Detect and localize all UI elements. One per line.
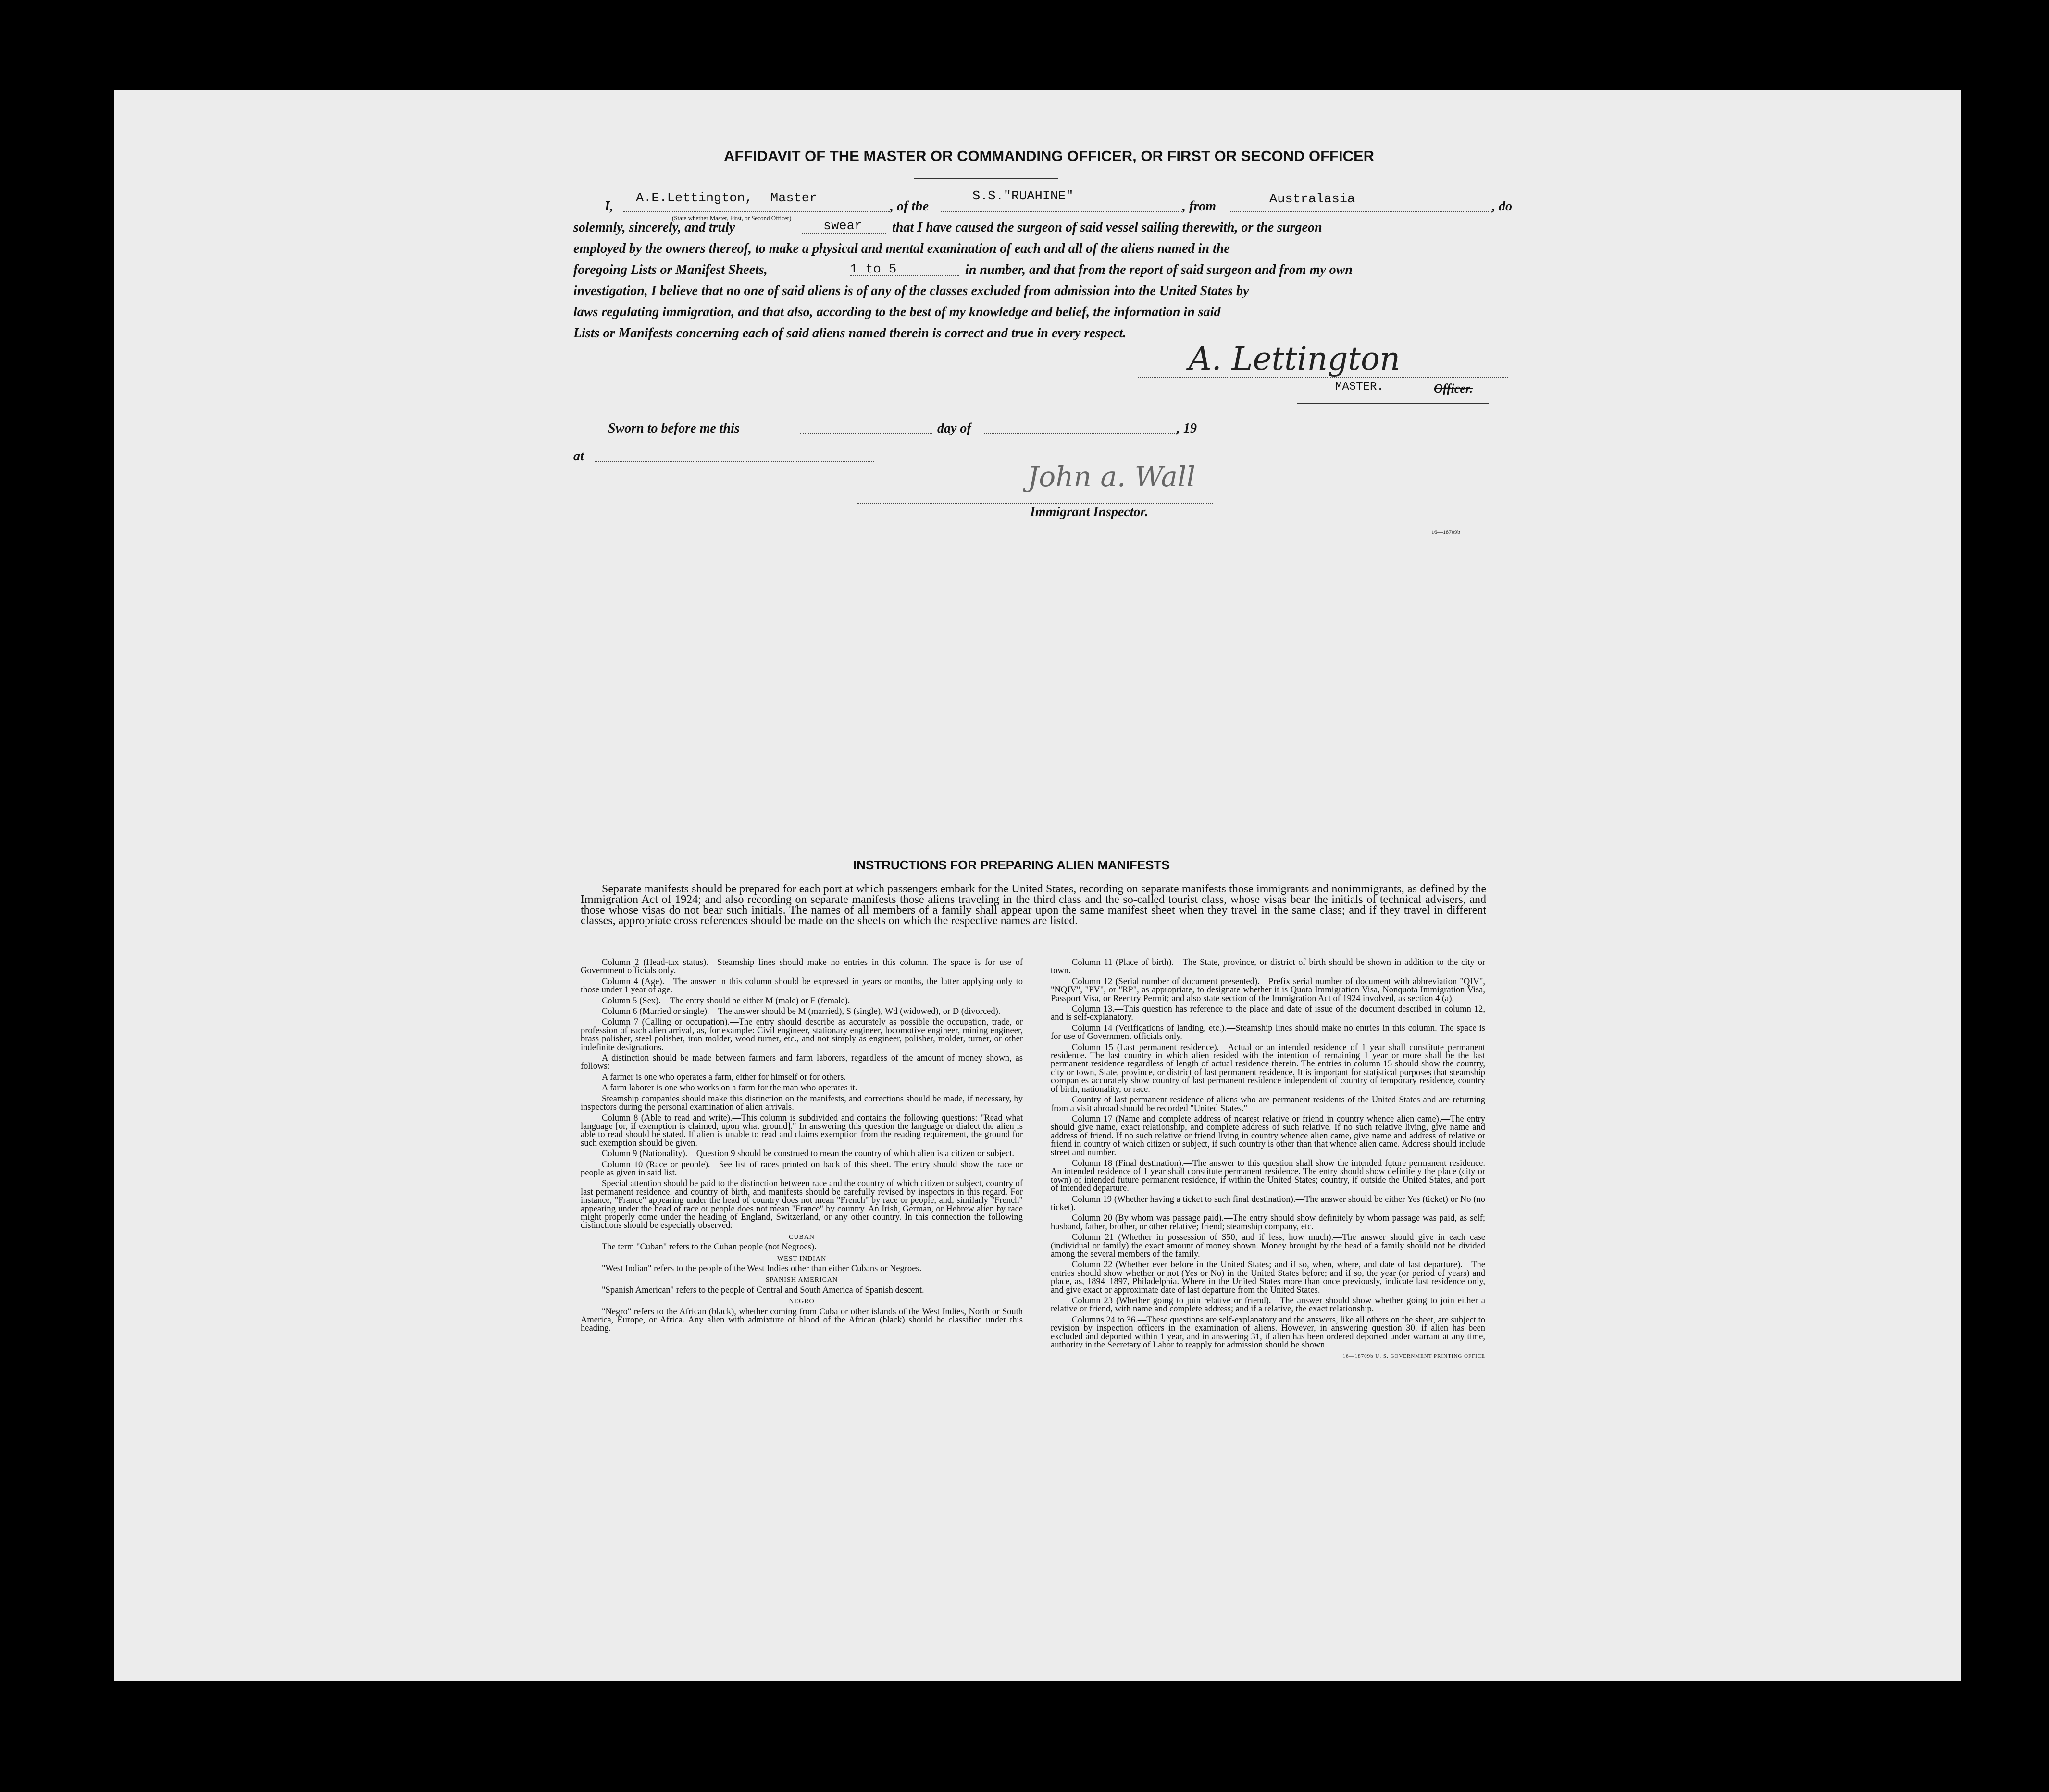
line1-prefix: I,	[605, 199, 613, 214]
line3: employed by the owners thereof, to make a physical and mental examination of each and all of the aliens named in the	[573, 241, 1230, 256]
day-of: day of	[937, 421, 971, 436]
left-p11: Column 9 (Nationality).—Question 9 should be construed to mean the country of which alien is a citizen or subject.	[602, 1149, 1015, 1159]
instructions-left-column	[581, 959, 1023, 1335]
left-p12: Column 10 (Race or people).—See list of races printed on back of this sheet. The entry should show the race or people as given in said list.	[581, 1160, 1023, 1178]
inspector-signature: John a. Wall	[1028, 460, 1196, 493]
right-p5: Column 15 (Last permanent residence).—Actual or an intended residence of 1 year shall constitute permanent residence. The last country in which alien resided with the intention of remaining 1 year or more shall be the last permanent residence regardless of length of actual residence therein. The entries in column 15 should show the country, city or town, State, province, or district of last permanent residence. It is important for statistical purposes that steamship companies accurately show country of last permanent residence independent of country of temporary residence, country of birth, nationality, or race.	[1051, 1042, 1485, 1094]
instructions-intro: Separate manifests should be prepared for each port at which passengers embark for the United States, recording on separate manifests those immigrants and nonimmigrants, as defined by the Immigration Act of 1924; and also recording on separate manifests those aliens traveling in the third class and the so-called tourist class, whose visas bear the initials of technical advisers, and those whose visas do not bear such initials. The names of all members of a family shall appear upon the same manifest sheet when they travel in the same class; and if they travel in different classes, appropriate cross references should be made on the sheets on which the respective names are listed.	[581, 883, 1486, 927]
heading-west-indian: WEST INDIAN	[777, 1255, 827, 1262]
oath-field: swear	[823, 219, 863, 234]
vessel-field: S.S."RUAHINE"	[972, 189, 1074, 204]
right-p10: Column 20 (By whom was passage paid).—The entry should show definitely by whom passage was paid, as self; husband, father, brother, or other relative; friend; steamship company, etc.	[1051, 1213, 1485, 1232]
right-p4: Column 14 (Verifications of landing, etc.).—Steamship lines should make no entries in this column. The space is for use of Government officials only.	[1051, 1023, 1485, 1042]
rank-field: Master	[770, 191, 818, 206]
sworn-month-underline	[984, 433, 1177, 434]
rank-note: (State whether Master, First, or Second Officer)	[672, 214, 792, 222]
line5: investigation, I believe that no one of said aliens is of any of the classes excluded from admission into the United States by	[573, 284, 1249, 298]
left-p16: "Spanish American" refers to the people of Central and South America of Spanish descent.	[602, 1285, 924, 1295]
inspector-label: Immigrant Inspector.	[1030, 505, 1148, 519]
line2-pre: solemnly, sincerely, and truly	[573, 220, 735, 235]
left-p9: Steamship companies should make this distinction on the manifests, and corrections should be made, if necessary, by inspectors during the personal examination of alien arrivals.	[581, 1094, 1023, 1112]
line1-do: , do	[1492, 199, 1512, 214]
right-p1: Column 11 (Place of birth).—The State, province, or district of birth should be shown in addition to the city or town.	[1051, 958, 1485, 976]
vessel-field-underline	[941, 211, 1182, 212]
heading-spanish-american: SPANISH AMERICAN	[765, 1276, 838, 1284]
left-p6: A distinction should be made between farmers and farm laborers, regardless of the amount of money shown, as follows:	[581, 1053, 1023, 1072]
line2-post: that I have caused the surgeon of said vessel sailing therewith, or the surgeon	[892, 220, 1322, 235]
right-p9: Column 19 (Whether having a ticket to such final destination).—The answer should be either Yes (ticket) or No (no ticket).	[1051, 1194, 1485, 1212]
line6: laws regulating immigration, and that also, according to the best of my knowledge and belief, the information in said	[573, 305, 1221, 320]
title-rule	[914, 178, 1058, 179]
at-label: at	[573, 449, 584, 464]
left-p4: Column 6 (Married or single).—The answer should be M (married), S (single), Wd (widowed), or D (divorced).	[602, 1007, 1001, 1017]
right-p8: Column 18 (Final destination).—The answer to this question shall show the intended future permanent residence. An intended residence of 1 year shall constitute permanent residence. The entry should show definitely the place (city or town) of intended future permanent residence, if within the United States; country, if outside the United States, and port of intended departure.	[1051, 1158, 1485, 1194]
line4-pre: foregoing Lists or Manifest Sheets,	[573, 262, 768, 277]
left-p10: Column 8 (Able to read and write).—This column is subdivided and contains the following questions: "Read what language [or, if exemption is claimed, upon what ground]." In answering this question the language or dialect the alien is able to read should be stated. If alien is unable to read and claims exemption from the reading requirement, the ground for such exemption should be given.	[581, 1113, 1023, 1148]
printing-office-footer: 16—18709b U. S. GOVERNMENT PRINTING OFFICE	[1342, 1353, 1485, 1359]
master-typed: MASTER.	[1335, 381, 1384, 394]
left-p13: Special attention should be paid to the distinction between race and the country of which citizen or subject, country of last permanent residence, and country of birth, and manifests should be carefully revised by inspectors in this regard. For instance, "France" appearing under the head of country does not mean "French" by race or people, and, similarly "French" appearing under the head of race or people does not mean "France" by country. An Irish, German, or Hebrew alien by race might properly come under the heading of England, Switzerland, or any other country. In this connection the following distinctions should be especially observed:	[581, 1179, 1023, 1231]
left-p14: The term "Cuban" refers to the Cuban people (not Negroes).	[602, 1242, 817, 1252]
line7: Lists or Manifests concerning each of said aliens named therein is correct and true in every respect.	[573, 326, 1127, 341]
left-p7: A farmer is one who operates a farm, either for himself or for others.	[602, 1072, 846, 1082]
year-prefix: , 19	[1177, 421, 1197, 436]
affidavit-title: AFFIDAVIT OF THE MASTER OR COMMANDING OFFICER, OR FIRST OR SECOND OFFICER	[724, 148, 1375, 164]
officer-rule	[1297, 403, 1489, 404]
heading-cuban: CUBAN	[788, 1233, 815, 1241]
port-field: Australasia	[1269, 192, 1355, 207]
inspector-underline	[857, 503, 1213, 504]
right-p14: Columns 24 to 36.—These questions are self-explanatory and the answers, like all others on the sheet, are subject to revision by inspection officers in the examination of aliens. However, in answering question 30, if alien has been excluded and deported within 1 year, and in answering 31, if alien has been ordered deported under warrant at any time, authority in the Secretary of Labor to reapply for admission should be shown.	[1051, 1315, 1485, 1350]
form-number: 16—18709b	[1431, 529, 1460, 535]
signature-underline	[1138, 377, 1508, 378]
name-field-underline	[623, 211, 890, 212]
right-p3: Column 13.—This question has reference to the place and date of issue of the document described in column 12, and is self-explanatory.	[1051, 1004, 1485, 1023]
port-field-underline	[1229, 211, 1492, 212]
instructions-title: INSTRUCTIONS FOR PREPARING ALIEN MANIFESTS	[853, 858, 1170, 872]
sheets-field: 1 to 5	[850, 262, 897, 277]
left-p15: "West Indian" refers to the people of the West Indies other than either Cubans or Negroes.	[602, 1264, 922, 1273]
right-p6: Country of last permanent residence of aliens who are permanent residents of the United States and are returning from a visit abroad should be recorded "United States."	[1051, 1095, 1485, 1113]
line4-post: in number, and that from the report of said surgeon and from my own	[965, 262, 1353, 277]
left-p8: A farm laborer is one who works on a farm for the man who operates it.	[602, 1083, 857, 1093]
line1-of-the: , of the	[890, 199, 929, 214]
officer-label: Officer.	[1434, 382, 1473, 395]
right-p13: Column 23 (Whether going to join relative or friend).—The answer should show whether going to join either a relative or friend, with name and complete address; and if a relative, the exact relationship.	[1051, 1296, 1485, 1314]
at-underline	[595, 461, 874, 462]
master-name-field: A.E.Lettington,	[636, 191, 753, 206]
left-p2: Column 4 (Age).—The answer in this column should be expressed in years or months, the latter applying only to those under 1 year of age.	[581, 976, 1023, 995]
master-signature: A. Lettington	[1189, 340, 1401, 377]
right-p11: Column 21 (Whether in possession of $50, and if less, how much).—The answer should give in each case (individual or family) the exact amount of money shown. Money brought by the head of a family should not be divided among the several members of the family.	[1051, 1233, 1485, 1259]
right-p2: Column 12 (Serial number of document presented).—Prefix serial number of document with abbreviation "QIV", "NQIV", "PV", or "RP", as appropriate, to designate whether it is Quota Immigration Visa, Nonquota Immigration Visa, Passport Visa, or Reentry Permit; and also state section of the Immigration Act of 1924 involved, as section 4 (a).	[1051, 976, 1485, 1003]
line1-from: , from	[1182, 199, 1216, 214]
left-p3: Column 5 (Sex).—The entry should be either M (male) or F (female).	[602, 996, 850, 1006]
right-p12: Column 22 (Whether ever before in the United States; and if so, when, where, and date of last departure).—The entries should show whether or not (Yes or No) in the United States before; and if so, the year (or period of years) and place, as, 1894–1897, Philadelphia. Where in the United States more than once previously, indicate last residence only, and give exact or approximate date of last departure from the United States.	[1051, 1260, 1485, 1295]
left-p17: "Negro" refers to the African (black), whether coming from Cuba or other islands of the West Indies, North or South America, Europe, or Africa. Any alien with admixture of blood of the African (black) should be classified under this heading.	[581, 1307, 1023, 1334]
left-p1: Column 2 (Head-tax status).—Steamship lines should make no entries in this column. The space is for use of Government officials only.	[581, 958, 1023, 976]
instructions-right-column	[1051, 959, 1485, 1363]
document-page	[114, 90, 1961, 1681]
heading-negro: NEGRO	[789, 1298, 815, 1306]
sworn-day-underline	[800, 433, 932, 434]
right-p7: Column 17 (Name and complete address of nearest relative or friend in country whence alien came).—The entry should give name, exact relationship, and complete address of such relative. If no such relative living, give name and address of friend. If no such relative or friend living in country whence alien came, give name and address of relative or friend in country of which citizen or subject, if such country is other than that whence alien came. Address should include street and number.	[1051, 1114, 1485, 1158]
sworn-prefix: Sworn to before me this	[608, 421, 740, 436]
left-p5: Column 7 (Calling or occupation).—The entry should describe as accurately as possible the occupation, trade, or profession of each alien arrival, as, for example: Civil engineer, stationary engineer, locomotive engineer, mining engineer, brass polisher, steel polisher, iron molder, wood turner, etc., and not simply as engineer, polisher, molder, turner, or other indefinite designations.	[581, 1017, 1023, 1052]
